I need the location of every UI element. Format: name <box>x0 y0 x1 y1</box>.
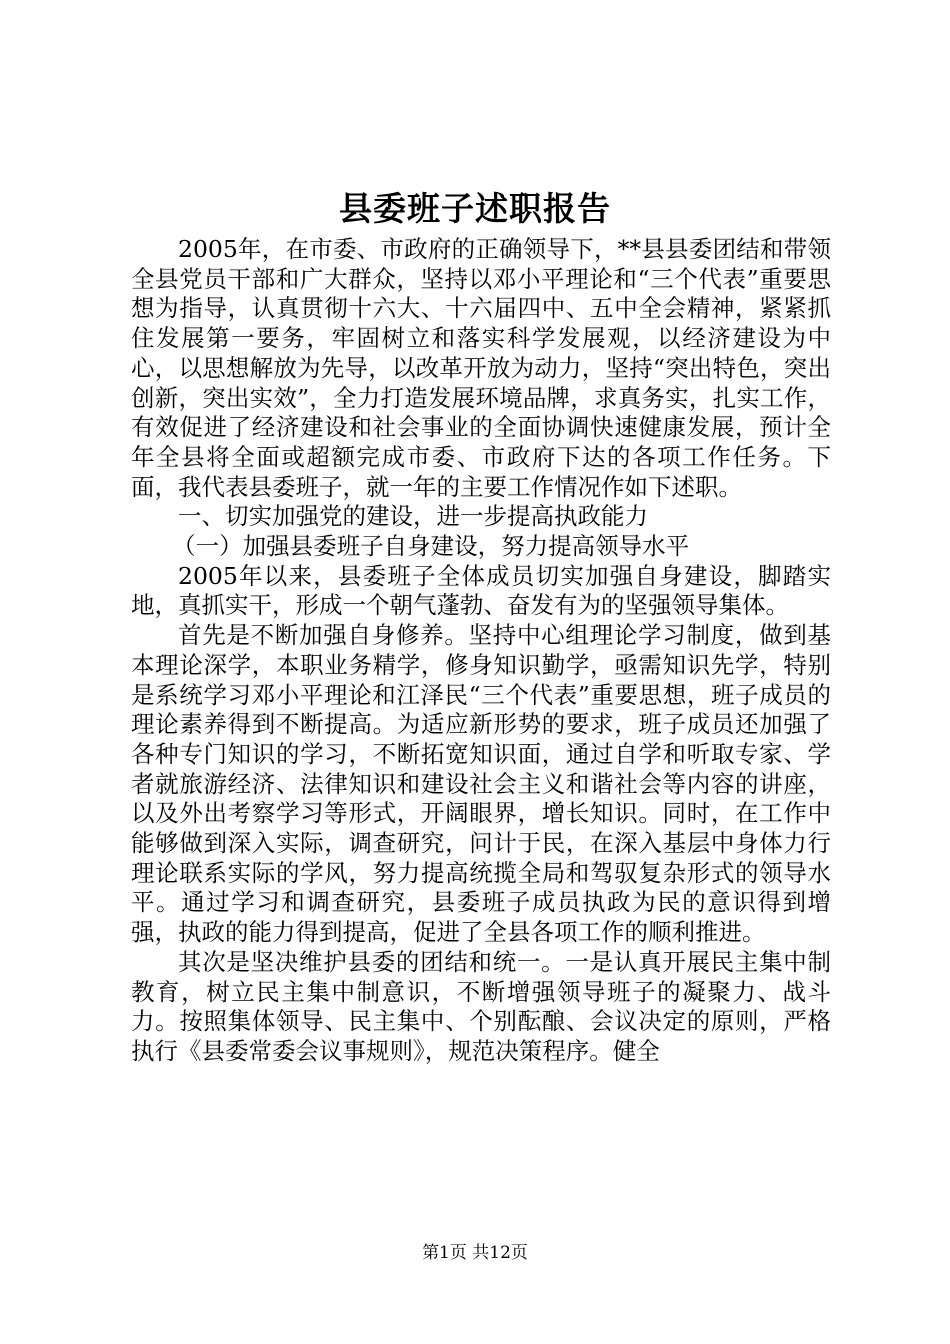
body-paragraph: 首先是不断加强自身修养。坚持中心组理论学习制度，做到基本理论深学，本职业务精学，修身知识勤学，亟需知识先学，特别是系统学习邓小平理论和江泽民“三个代表”重要思想，班子成员的理论素养得到不断提高。为适应新形势的要求，班子成员还加强了各种专门知识的学习，不断拓宽知识面，通过自学和听取专家、学者就旅游经济、法律知识和建设社会主义和谐社会等内容的讲座，以及外出考察学习等形式，开阔眼界，增长知识。同时，在工作中能够做到深入实际，调查研究，问计于民，在深入基层中身体力行理论联系实际的学风，努力提高统揽全局和驾驭复杂形式的领导水平。通过学习和调查研究，县委班子成员执政为民的意识得到增强，执政的能力得到提高，促进了全县各项工作的顺利推进。 <box>131 621 831 947</box>
page-footer: 第1页 共12页 <box>422 1243 528 1263</box>
document-title: 县委班子述职报告 <box>339 189 611 228</box>
intro-paragraph: 2005年，在市委、市政府的正确领导下，**县县委团结和带领全县党员干部和广大群众，坚持以邓小平理论和“三个代表”重要思想为指导，认真贯彻十六大、十六届四中、五中全会精神，紧紧抓住发展第一要务，牢固树立和落实科学发展观，以经济建设为中心，以思想解放为先导，以改革开放为动力，坚持“突出特色，突出创新，突出实效”，全力打造发展环境品牌，求真务实，扎实工作，有效促进了经济建设和社会事业的全面协调快速健康发展，预计全年全县将全面或超额完成市委、市政府下达的各项工作任务。下面，我代表县委班子，就一年的主要工作情况作如下述职。 <box>131 235 831 501</box>
subsection-heading: （一）加强县委班子自身建设，努力提高领导水平 <box>172 532 690 561</box>
body-paragraph: 2005年以来，县委班子全体成员切实加强自身建设，脚踏实地，真抓实干，形成一个朝气蓬勃、奋发有为的坚强领导集体。 <box>131 561 831 620</box>
section-heading: 一、切实加强党的建设，进一步提高执政能力 <box>178 502 648 531</box>
body-paragraph: 其次是坚决维护县委的团结和统一。一是认真开展民主集中制教育，树立民主集中制意识，不断增强领导班子的凝聚力、战斗力。按照集体领导、民主集中、个别酝酿、会议决定的原则，严格执行《县委常委会议事规则》，规范决策程序。健全 <box>131 947 831 1065</box>
document-body <box>131 235 831 1067</box>
